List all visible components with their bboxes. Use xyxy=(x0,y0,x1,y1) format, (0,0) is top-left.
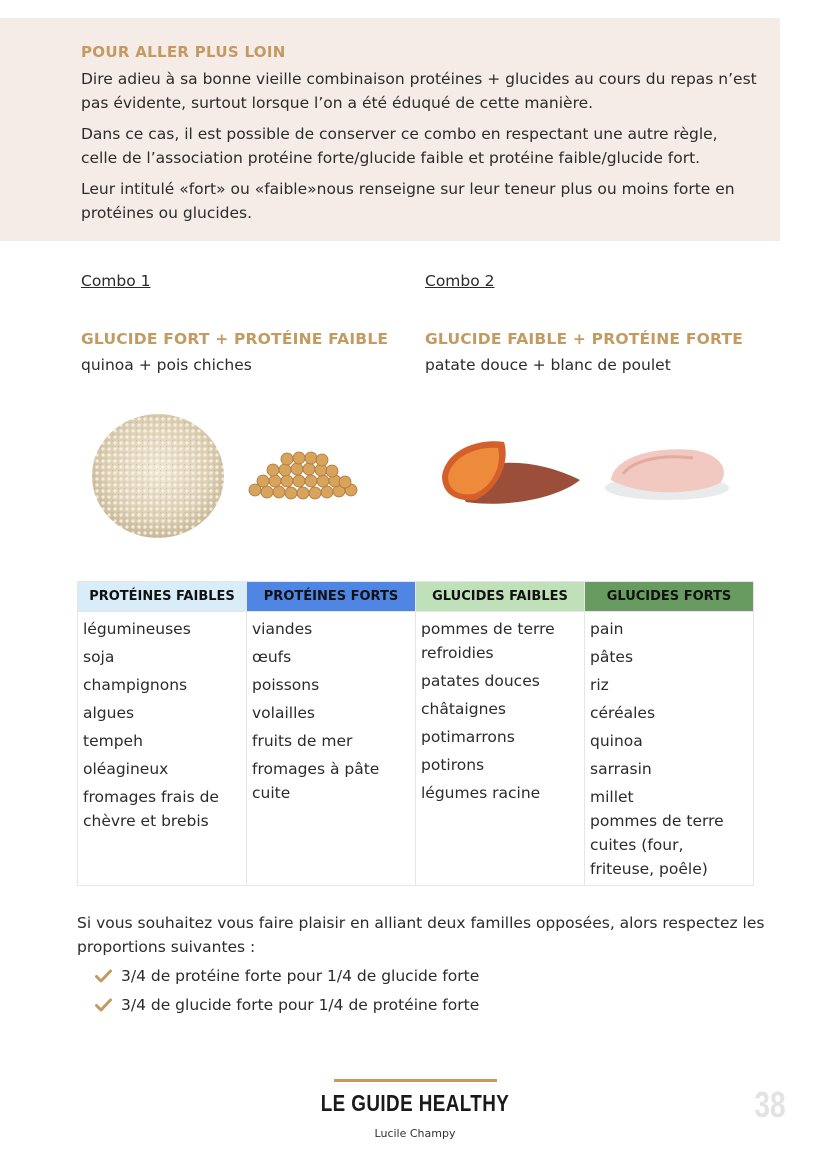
intro-heading: POUR ALLER PLUS LOIN xyxy=(81,43,286,61)
combo-1 xyxy=(81,272,421,374)
list-item: légumineuses xyxy=(83,620,191,638)
list-item: légumes racine xyxy=(421,784,541,802)
check-item-text: 3/4 de protéine forte pour 1/4 de glucide forte xyxy=(121,967,480,985)
list-item: œufs xyxy=(252,648,292,666)
list-item: champignons xyxy=(83,676,188,694)
combo-label: Combo 2 xyxy=(425,272,495,290)
list-item: poissons xyxy=(252,676,320,694)
closing-section xyxy=(77,911,767,1022)
combo-text: patate douce + blanc de poulet xyxy=(425,356,671,374)
check-item xyxy=(95,993,767,1017)
header-proteines-faibles: PROTÉINES FAIBLES xyxy=(78,582,247,612)
list-item: volailles xyxy=(252,704,315,722)
chickpeas-image xyxy=(243,446,368,502)
intro-paragraph: Dans ce cas, il est possible de conserver ce combo en respectant une autre règle, celle de l’association protéine forte/glucide faible et protéine faible/glucide fort. xyxy=(81,125,718,167)
intro-paragraph: Dire adieu à sa bonne vieille combinaison protéines + glucides au cours du repas n’est pas évidente, surtout lorsque l’on a été éduqué de cette manière. xyxy=(81,70,757,112)
list-item: sarrasin xyxy=(590,760,652,778)
column-glucides-forts xyxy=(585,612,754,886)
food-groups-table xyxy=(77,581,754,886)
chicken-breast-image xyxy=(603,444,731,502)
list-item: patates douces xyxy=(421,672,540,690)
list-item: algues xyxy=(83,704,135,722)
combo-title: GLUCIDE FORT + PROTÉINE FAIBLE xyxy=(81,330,389,348)
list-item: fruits de mer xyxy=(252,732,353,750)
list-item: potirons xyxy=(421,756,485,774)
list-item: pain xyxy=(590,620,624,638)
column-proteines-forts xyxy=(247,612,416,886)
combo-text: quinoa + pois chiches xyxy=(81,356,252,374)
list-item: pommes de terre cuites (four, friteuse, poêle) xyxy=(590,812,724,878)
author-name: Lucile Champy xyxy=(374,1127,456,1140)
column-glucides-faibles xyxy=(416,612,585,886)
intro-paragraph: Leur intitulé «fort» ou «faible»nous renseigne sur leur teneur plus ou moins forte en protéines ou glucides. xyxy=(81,180,735,222)
list-item: viandes xyxy=(252,620,313,638)
closing-text: Si vous souhaitez vous faire plaisir en alliant deux familles opposées, alors respectez les proportions suivantes : xyxy=(77,914,765,956)
combo-title: GLUCIDE FAIBLE + PROTÉINE FORTE xyxy=(425,330,743,348)
intro-box xyxy=(0,18,780,241)
list-item: pâtes xyxy=(590,648,634,666)
column-proteines-faibles xyxy=(78,612,247,886)
quinoa-image xyxy=(88,410,228,542)
header-proteines-forts: PROTÉINES FORTS xyxy=(247,582,416,612)
list-item: châtaignes xyxy=(421,700,507,718)
combo-2 xyxy=(425,272,765,374)
list-item: millet xyxy=(590,788,634,806)
list-item: oléagineux xyxy=(83,760,169,778)
check-item-text: 3/4 de glucide forte pour 1/4 de protéine forte xyxy=(121,996,480,1014)
header-glucides-faibles: GLUCIDES FAIBLES xyxy=(416,582,585,612)
list-item: céréales xyxy=(590,704,656,722)
combo-label: Combo 1 xyxy=(81,272,151,290)
list-item: potimarrons xyxy=(421,728,515,746)
check-icon xyxy=(95,998,112,1012)
brand-title: LE GUIDE HEALTHY xyxy=(320,1090,510,1116)
list-item: fromages à pâte cuite xyxy=(252,760,380,802)
list-item: tempeh xyxy=(83,732,143,750)
list-item: riz xyxy=(590,676,609,694)
footer-divider xyxy=(334,1079,497,1082)
check-icon xyxy=(95,969,112,983)
header-glucides-forts: GLUCIDES FORTS xyxy=(585,582,754,612)
list-item: fromages frais de chèvre et brebis xyxy=(83,788,219,830)
sweet-potato-image xyxy=(438,436,583,512)
list-item: soja xyxy=(83,648,115,666)
list-item: quinoa xyxy=(590,732,643,750)
check-item xyxy=(95,964,767,988)
check-list xyxy=(77,964,767,1017)
list-item: pommes de terre refroidies xyxy=(421,620,555,662)
page-number: 38 xyxy=(754,1084,786,1125)
